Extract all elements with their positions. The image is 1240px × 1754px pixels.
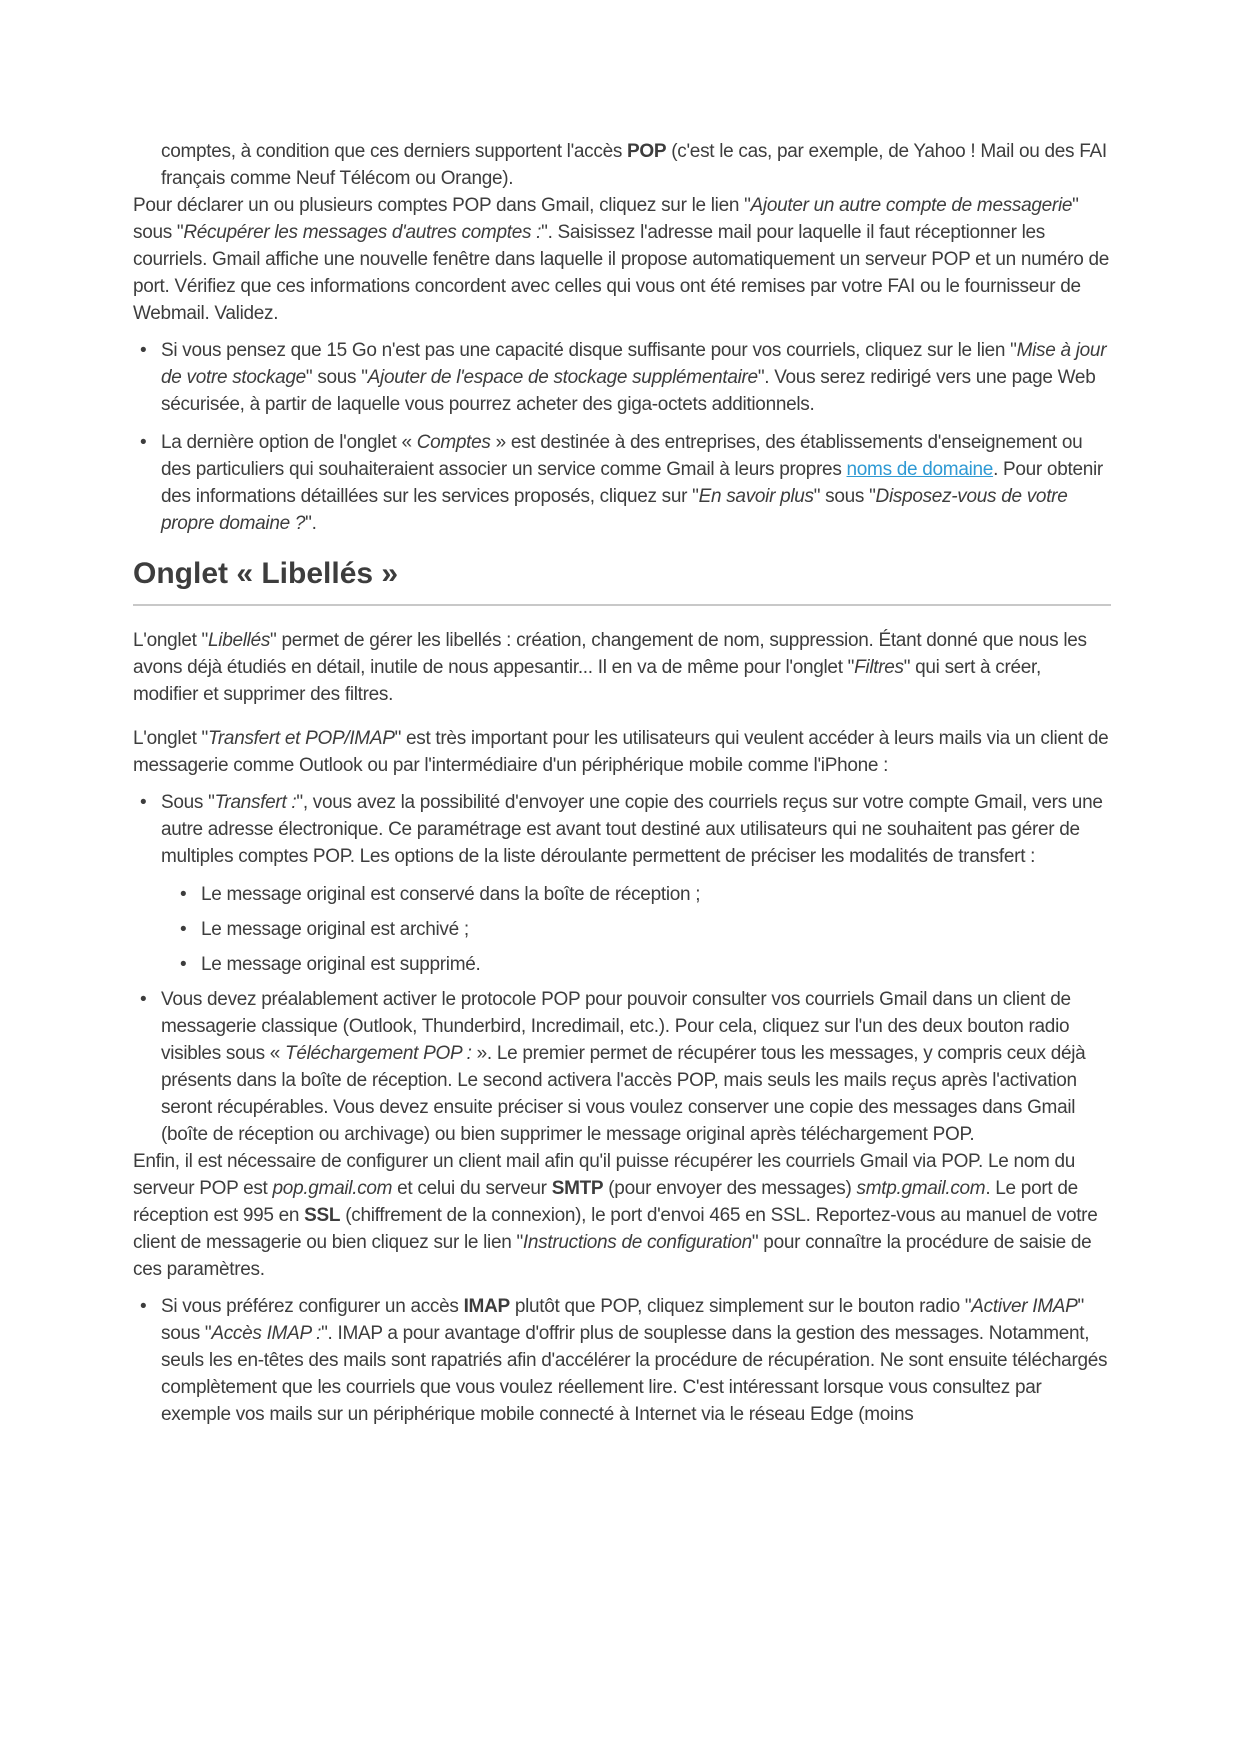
text-run: Sous " bbox=[161, 792, 215, 813]
text-run: ". IMAP a pour avantage d'offrir plus de souplesse dans la gestion des messages. Notamment, seuls les en-têtes des mails sont rapatriés afin d'accélérer la procédure de récupération. Ne sont ensuite téléchargés complètement que les courriels que vous voulez réellement lire. C'est intéressant lorsque vous consultez par exemple vos mails sur un périphérique mobile connecté à Internet via le réseau Edge (moins bbox=[161, 1323, 1108, 1425]
list-item-storage-upgrade bbox=[133, 337, 1111, 418]
text-run: L'onglet " bbox=[133, 728, 208, 749]
text-run: Ajouter un autre compte de messagerie bbox=[750, 195, 1073, 216]
accounts-options-list bbox=[133, 337, 1111, 537]
text-run: Le message original est conservé dans la boîte de réception ; bbox=[201, 884, 701, 905]
noms-de-domaine-link[interactable]: noms de domaine bbox=[846, 459, 994, 480]
text-run: " permet de gérer les libellés : création, changement de nom, suppression. Étant donné que nous les avons déjà étudiés en détail, inutile de nous appesantir... Il en va de même pour l'onglet " bbox=[133, 630, 1087, 678]
text-run: ", vous avez la possibilité d'envoyer une copie des courriels reçus sur votre compte Gmail, vers une autre adresse électronique. Ce paramétrage est avant tout destiné aux utilisateurs qui ne souhaitent pas gérer de multiples comptes POP. Les options de la liste déroulante permettent de préciser les modalités de transfert : bbox=[161, 792, 1103, 867]
text-run: Filtres bbox=[854, 657, 904, 678]
paragraph-client-mail-config bbox=[133, 1148, 1111, 1283]
text-run: Instructions de configuration bbox=[522, 1232, 752, 1253]
text-run: La dernière option de l'onglet « bbox=[161, 432, 417, 453]
list-item-message-conserve bbox=[133, 881, 1111, 908]
paragraph-transfert-pop-imap-intro bbox=[133, 725, 1111, 779]
text-run: ". Vous serez redirigé vers une page Web sécurisée, à partir de laquelle vous pourrez acheter des giga-octets additionnels. bbox=[161, 367, 1096, 415]
text-run: En savoir plus bbox=[698, 486, 814, 507]
text-run: ". bbox=[305, 513, 317, 534]
text-run: comptes, à condition que ces derniers supportent l'accès bbox=[161, 141, 628, 162]
text-run: IMAP bbox=[463, 1296, 510, 1317]
paragraph-declare-pop-accounts bbox=[133, 192, 1111, 327]
text-run: Activer IMAP bbox=[971, 1296, 1078, 1317]
list-item-imap-access bbox=[133, 1293, 1111, 1428]
text-run: Transfert et POP/IMAP bbox=[208, 728, 395, 749]
text-run: " sous " bbox=[161, 1296, 1084, 1344]
text-run: (c'est le cas, par exemple, de Yahoo ! Mail ou des FAI français comme Neuf Télécom ou Orange). bbox=[161, 141, 1107, 189]
text-run: pop.gmail.com bbox=[272, 1178, 393, 1199]
imap-list bbox=[133, 1293, 1111, 1428]
text-run: (pour envoyer des messages) bbox=[603, 1178, 857, 1199]
text-run: Si vous pensez que 15 Go n'est pas une capacité disque suffisante pour vos courriels, cliquez sur le lien " bbox=[161, 340, 1017, 361]
text-run: » est destinée à des entreprises, des établissements d'enseignement ou des particuliers qui souhaiteraient associer un service comme Gmail à leurs propres bbox=[161, 432, 1083, 480]
section-divider bbox=[133, 604, 1111, 606]
list-item-message-archive bbox=[133, 916, 1111, 943]
text-run: Transfert : bbox=[214, 792, 297, 813]
text-run: smtp.gmail.com bbox=[856, 1178, 986, 1199]
text-run: . Le port de réception est 995 en bbox=[133, 1178, 1078, 1226]
text-run: Si vous préférez configurer un accès bbox=[161, 1296, 464, 1317]
text-run: POP bbox=[627, 141, 667, 162]
paragraph-libelles-tab bbox=[133, 627, 1111, 708]
text-run: Récupérer les messages d'autres comptes : bbox=[183, 222, 542, 243]
text-run: " sous " bbox=[133, 195, 1079, 243]
text-run: Ajouter de l'espace de stockage supplémentaire bbox=[367, 367, 758, 388]
text-run: " pour connaître la procédure de saisie de ces paramètres. bbox=[133, 1232, 1092, 1280]
text-run: plutôt que POP, cliquez simplement sur le bouton radio " bbox=[509, 1296, 972, 1317]
text-run: Téléchargement POP : bbox=[285, 1043, 472, 1064]
text-run: Le message original est archivé ; bbox=[201, 919, 469, 940]
text-run: L'onglet " bbox=[133, 630, 208, 651]
text-run: Comptes bbox=[416, 432, 491, 453]
list-item-pop-activation bbox=[133, 986, 1111, 1148]
text-run: " sous " bbox=[813, 486, 876, 507]
list-item-own-domain bbox=[133, 429, 1111, 537]
text-run: Enfin, il est nécessaire de configurer un client mail afin qu'il puisse récupérer les courriels Gmail via POP. Le nom du serveur POP est bbox=[133, 1151, 1076, 1199]
text-run: ". Saisissez l'adresse mail pour laquelle il faut réceptionner les courriels. Gmail affiche une nouvelle fenêtre dans laquelle il propose automatiquement un serveur POP et un numéro de port. Vérifiez que ces informations concordent avec celles qui vous ont été remises par votre FAI ou le fournisseur de Webmail. Validez. bbox=[133, 222, 1110, 324]
text-run: . Pour obtenir des informations détaillées sur les services proposés, cliquez sur " bbox=[161, 459, 1103, 507]
list-item-transfert bbox=[133, 789, 1111, 870]
text-run: SMTP bbox=[551, 1178, 604, 1199]
text-run: SSL bbox=[304, 1205, 341, 1226]
text-run: Libellés bbox=[208, 630, 271, 651]
transfert-pop-list bbox=[133, 789, 1111, 1148]
text-run: Vous devez préalablement activer le protocole POP pour pouvoir consulter vos courriels Gmail dans un client de messagerie classique (Outlook, Thunderbird, Incredimail, etc.). Pour cela, cliquez sur l'un des deux bouton radio visibles sous « bbox=[161, 989, 1071, 1064]
list-item-message-supprime bbox=[133, 951, 1111, 978]
text-run: ». Le premier permet de récupérer tous les messages, y compris ceux déjà présents dans la boîte de réception. Le second activera l'accès POP, mais seuls les mails reçus après l'activation seront récupérables. Vous devez ensuite préciser si vous voulez conserver une copie des messages dans Gmail (boîte de réception ou archivage) ou bien supprimer le message original après téléchargement POP. bbox=[161, 1043, 1086, 1145]
text-run: Disposez-vous de votre propre domaine ? bbox=[161, 486, 1068, 534]
paragraph-pop-accounts-continuation bbox=[133, 138, 1111, 192]
section-heading-libelles: Onglet « Libellés » bbox=[133, 557, 399, 590]
text-run: " qui sert à créer, modifier et supprimer des filtres. bbox=[133, 657, 1041, 705]
text-run: " est très important pour les utilisateurs qui veulent accéder à leurs mails via un client de messagerie comme Outlook ou par l'intermédiaire d'un périphérique mobile comme l'iPhone : bbox=[133, 728, 1109, 776]
text-run: " sous " bbox=[305, 367, 368, 388]
text-run: (chiffrement de la connexion), le port d'envoi 465 en SSL. Reportez-vous au manuel de votre client de messagerie ou bien cliquez sur le lien " bbox=[133, 1205, 1098, 1253]
document-body bbox=[133, 138, 1111, 1428]
text-run: et celui du serveur bbox=[392, 1178, 552, 1199]
text-run: Accès IMAP : bbox=[211, 1323, 322, 1344]
text-run: Mise à jour de votre stockage bbox=[161, 340, 1107, 388]
text-run: Pour déclarer un ou plusieurs comptes POP dans Gmail, cliquez sur le lien " bbox=[133, 195, 751, 216]
text-run: Le message original est supprimé. bbox=[201, 954, 481, 975]
